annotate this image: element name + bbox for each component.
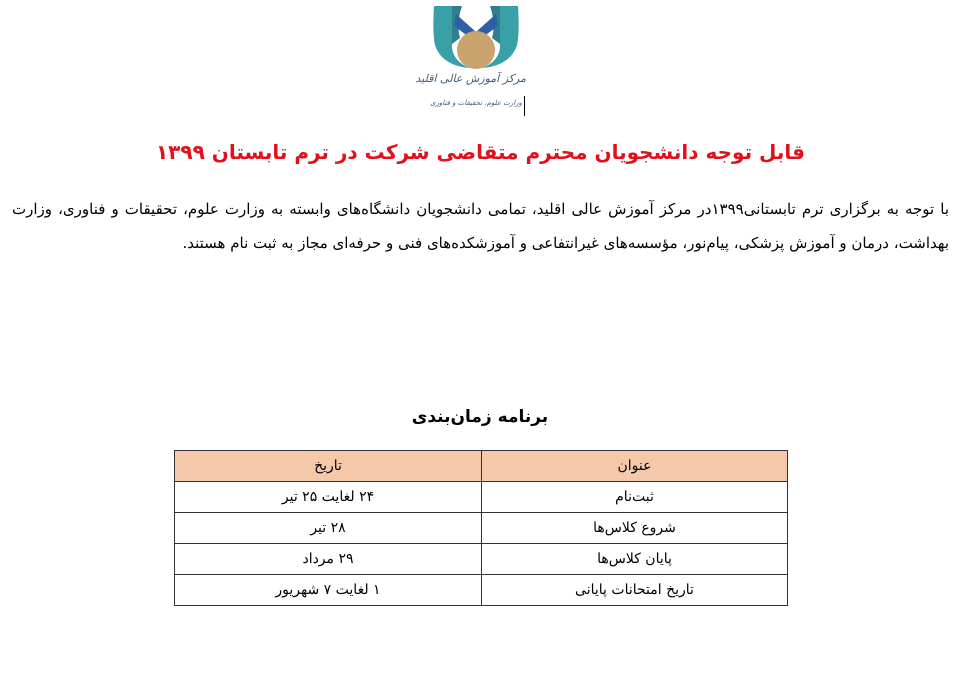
row-date: ۱ لغایت ۷ شهریور: [175, 575, 482, 606]
table-row: [175, 513, 788, 544]
announcement-paragraph: با توجه به برگزاری ترم تابستانی۱۳۹۹در مرکز آموزش عالی اقلید، تمامی دانشجویان دانشگاه‌های وابسته به وزارت علوم، تحقیقات و فناوری، وزارت بهداشت، درمان و آموزش پزشکی، پیام‌نور، مؤسسه‌های غیرانتفاعی و آموزشکده‌های فنی و حرفه‌ای مجاز به ثبت نام هستند.: [12, 200, 950, 252]
row-title: ثبت‌نام: [482, 482, 788, 513]
logo-subtitle: وزارت علوم، تحقیقات و فناوری: [430, 99, 522, 107]
table-row: [175, 544, 788, 575]
logo-title: مرکز آموزش عالی اقلید: [415, 72, 526, 85]
row-date: ۲۹ مرداد: [175, 544, 482, 575]
header-date: تاریخ: [175, 451, 482, 482]
text-cursor: [524, 96, 525, 116]
row-date: ۲۴ لغایت ۲۵ تیر: [175, 482, 482, 513]
schedule-title: برنامه زمان‌بندی: [411, 407, 549, 427]
schedule-table: [174, 450, 788, 606]
row-date: ۲۸ تیر: [175, 513, 482, 544]
institute-logo: [415, 4, 530, 120]
table-row: [175, 575, 788, 606]
row-title: پایان کلاس‌ها: [482, 544, 788, 575]
table-header-row: [175, 451, 788, 482]
header-title: عنوان: [482, 451, 788, 482]
row-title: شروع کلاس‌ها: [482, 513, 788, 544]
logo-emblem-icon: [426, 4, 526, 74]
row-title: تاریخ امتحانات پایانی: [482, 575, 788, 606]
page-headline: قابل توجه دانشجویان محترم متقاضی شرکت در ترم تابستان ۱۳۹۹: [155, 140, 806, 164]
table-row: [175, 482, 788, 513]
